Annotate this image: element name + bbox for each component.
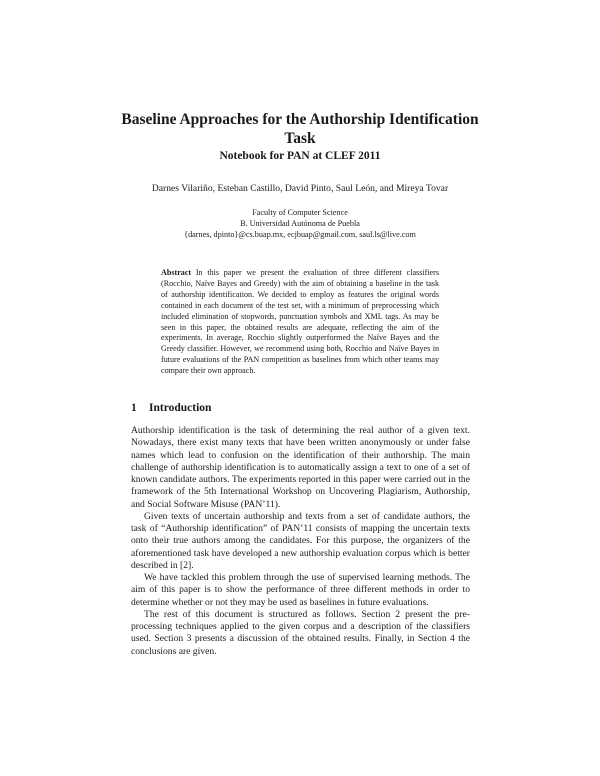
abstract <box>161 268 439 377</box>
section-number: 1 <box>131 402 137 414</box>
body-paragraph: We have tackled this problem through the use of supervised learning methods. The aim of this paper is to show the performance of three different methods in order to determine whether or not they may be used as baselines in future evaluations. <box>131 572 470 608</box>
affiliation-university: B. Universidad Autónoma de Puebla <box>240 218 360 228</box>
affiliation-faculty: Faculty of Computer Science <box>252 208 348 217</box>
affiliation-block <box>150 208 450 240</box>
section-title: Introduction <box>149 402 212 414</box>
body-paragraph: Authorship identification is the task of determining the real author of a given text. Nowadays, there exist many texts that have been written anonymously or under false names which lead to confusion on the identification of their authorship. The main challenge of authorship identification is to automatically assign a text to one of a set of known candidate authors. The experiments reported in this paper were carried out in the framework of the 5th International Workshop on Uncovering Plagiarism, Authorship, and Social Software Misuse (PAN’11). <box>131 425 470 510</box>
abstract-label: Abstract <box>161 268 192 277</box>
affiliation-emails: {darnes, dpinto}@cs.buap.mx, ecjbuap@gmail.com, saul.ls@live.com <box>184 229 416 239</box>
paper-subtitle: Notebook for PAN at CLEF 2011 <box>219 150 381 162</box>
introduction-body <box>131 425 470 658</box>
body-paragraph: Given texts of uncertain authorship and texts from a set of candidate authors, the task of “Authorship identification” of PAN’11 consists of mapping the uncertain texts onto their true authors among the candidates. For this purpose, the organizers of the aforementioned task have developed a new authorship evaluation corpus which is better described in [2]. <box>131 510 470 571</box>
section-heading-introduction <box>131 401 471 415</box>
abstract-text: In this paper we present the evaluation of three different classifiers (Rocchio, Naïve Bayes and Greedy) with the aim of obtaining a baseline in the task of authorship identification. We decided to employ as features the original words contained in each document of the test set, with a minimum of preprocessing which included elimination of stopwords, punctuation symbols and XML tags. As may be seen in this paper, the obtained results are adequate, reflecting the aim of the experiments. In average, Rocchio slightly outperformed the Naïve Bayes and the Greedy classifier. However, we recommend using both, Rocchio and Naïve Bayes in future evaluations of the PAN competition as baselines from which other teams may compare their own approach. <box>161 268 439 376</box>
body-paragraph: The rest of this document is structured as follows. Section 2 present the pre-processing techniques applied to the given corpus and a description of the classifiers used. Section 3 presents a discussion of the obtained results. Finally, in Section 4 the conclusions are given. <box>131 608 470 657</box>
author-list: Darnes Vilariño, Esteban Castillo, David Pinto, Saul León, and Mireya Tovar <box>151 183 449 194</box>
paper-title: Baseline Approaches for the Authorship Identification Task <box>121 111 479 147</box>
